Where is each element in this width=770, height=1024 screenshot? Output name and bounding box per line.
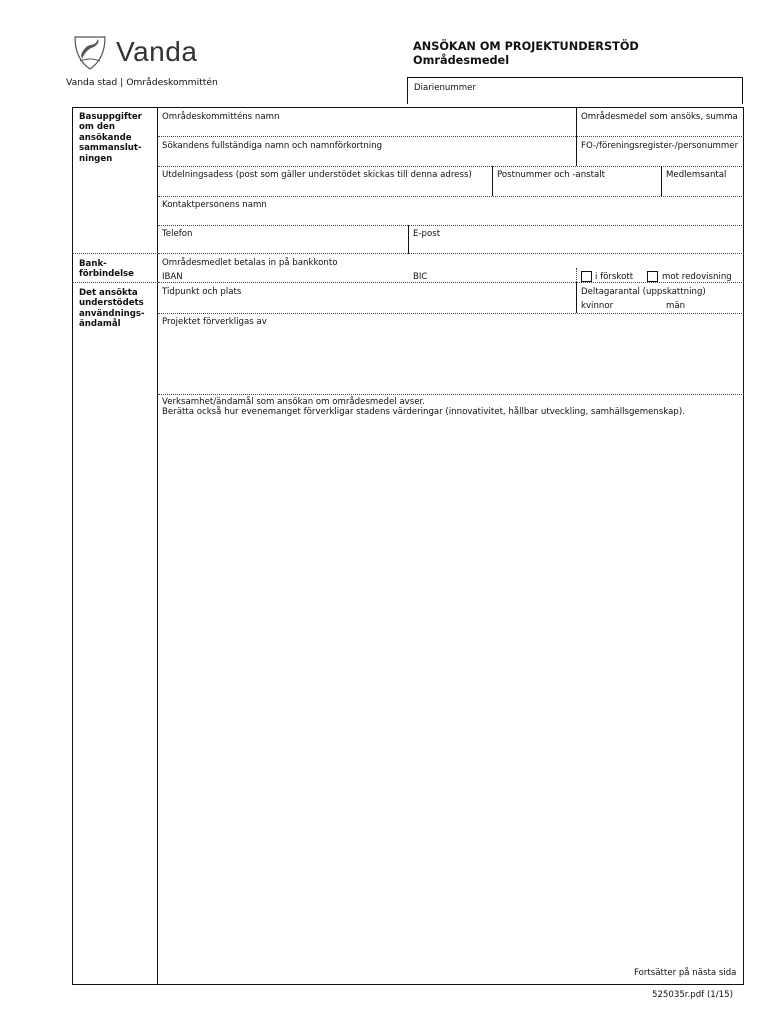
contact-input[interactable] [158, 212, 743, 224]
men-label: män [666, 301, 686, 311]
activity-label-line2: Berätta också hur evenemanget förverkligar stadens värderingar (innovativitet, hållbar utveckling, samhällsgemenskap). [162, 407, 685, 417]
implemented-by-label: Projektet förverkligas av [162, 317, 267, 327]
document-id: 525035r.pdf (1/15) [652, 990, 733, 1000]
postal-label: Postnummer och -anstalt [497, 170, 606, 180]
members-input[interactable] [662, 182, 743, 195]
diarienummer-label: Diarienummer [414, 83, 476, 93]
iban-label: IBAN [162, 272, 183, 282]
against-report-label: mot redovisning [662, 272, 732, 282]
phone-input[interactable] [158, 241, 407, 253]
time-place-input[interactable] [158, 299, 575, 312]
email-label: E-post [413, 229, 441, 239]
postal-input[interactable] [493, 182, 660, 195]
vanda-logo [72, 33, 212, 73]
address-label: Utdelningsadess (post som gäller understödet skickas till denna adress) [162, 170, 472, 180]
logo-wordmark: Vanda [116, 36, 198, 67]
participants-label: Deltagarantal (uppskattning) [581, 287, 706, 297]
iban-input[interactable] [185, 270, 407, 282]
women-input[interactable] [618, 299, 663, 311]
amount-input[interactable] [577, 124, 743, 136]
address-input[interactable] [158, 182, 491, 195]
women-label: kvinnor [581, 301, 614, 311]
activity-input[interactable] [158, 420, 743, 960]
advance-checkbox[interactable] [581, 271, 592, 282]
form-subtitle: Områdesmedel [413, 54, 510, 67]
applicant-name-label: Sökandens fullständiga namn och namnförkortning [162, 141, 383, 151]
contact-label: Kontaktpersonens namn [162, 200, 267, 210]
bank-account-label: Områdesmedlet betalas in på bankkonto [162, 258, 338, 268]
applicant-name-input[interactable] [158, 153, 575, 165]
reg-number-label: FO-/föreningsregister-/personummer [581, 141, 739, 151]
diarienummer-input[interactable] [408, 94, 742, 104]
continues-note: Fortsätter på nästa sida [634, 968, 737, 978]
organization-label: Vanda stad | Områdeskommittén [66, 77, 218, 88]
form-title: ANSÖKAN OM PROJEKTUNDERSTÖD [413, 40, 639, 53]
email-input[interactable] [409, 241, 743, 253]
against-report-checkbox[interactable] [647, 271, 658, 282]
swan-crest-icon [72, 33, 108, 71]
amount-label: Områdesmedel som ansöks, summa [581, 112, 738, 122]
time-place-label: Tidpunkt och plats [162, 287, 242, 297]
members-label: Medlemsantal [666, 170, 727, 180]
advance-label: i förskott [595, 272, 634, 282]
committee-name-label: Områdeskommitténs namn [162, 112, 280, 122]
men-input[interactable] [688, 299, 742, 311]
bic-label: BIC [413, 272, 428, 282]
committee-name-input[interactable] [158, 124, 575, 136]
section-bank: Bank-förbindelse [79, 259, 134, 280]
phone-label: Telefon [162, 229, 193, 239]
implemented-by-input[interactable] [158, 330, 743, 393]
reg-number-input[interactable] [577, 153, 743, 165]
section-purpose: Det ansökta understödets användnings-ändamål [79, 288, 145, 330]
bic-input[interactable] [432, 270, 577, 282]
activity-label-line1: Verksamhet/ändamål som ansökan om områdesmedel avser. [162, 397, 425, 407]
section-basic-info: Basuppgifter om den ansökande sammanslut-ningen [79, 112, 142, 164]
